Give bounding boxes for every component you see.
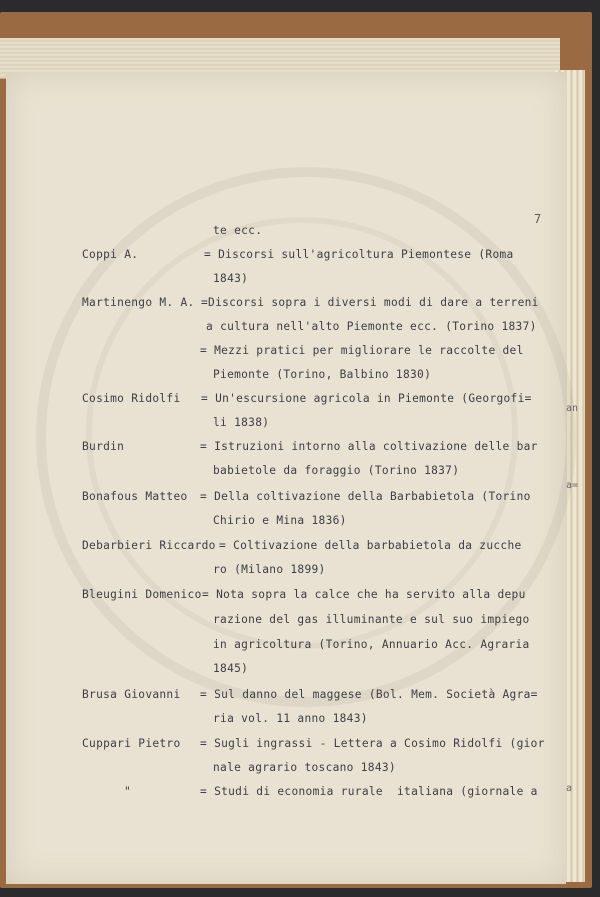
entry-line: Chirio e Mina 1836) bbox=[213, 514, 347, 527]
entry-line: Piemonte (Torino, Balbino 1830) bbox=[213, 368, 432, 381]
entry-author: Bleugini Domenico bbox=[82, 588, 202, 601]
entry-line: babietole da foraggio (Torino 1837) bbox=[213, 464, 460, 477]
margin-mark: an bbox=[566, 403, 579, 414]
margin-mark: a= bbox=[566, 480, 579, 491]
entry-line: 1845) bbox=[213, 662, 249, 675]
entry-author: Brusa Giovanni bbox=[82, 688, 181, 701]
watermark-seal-inner bbox=[86, 217, 518, 649]
entry-line: = Discorsi sull'agricoltura Piemontese (Roma bbox=[204, 248, 514, 261]
page-number: 7 bbox=[534, 212, 542, 226]
entry-author: " bbox=[124, 785, 132, 798]
entry-line: = Nota sopra la calce che ha servito alla depu bbox=[202, 588, 526, 601]
entry-line: = Della coltivazione della Barbabietola (Torino bbox=[200, 490, 531, 503]
entry-line: = Istruzioni intorno alla coltivazione delle bar bbox=[200, 440, 538, 453]
entry-line: ria vol. 11 anno 1843) bbox=[213, 712, 368, 725]
entry-author: Cosimo Ridolfi bbox=[82, 392, 181, 405]
entry-line: te ecc. bbox=[213, 224, 263, 237]
entry-author: Bonafous Matteo bbox=[82, 490, 188, 503]
entry-line: li 1838) bbox=[213, 416, 270, 429]
entry-line: a cultura nell'alto Piemonte ecc. (Torino 1837) bbox=[206, 320, 537, 333]
entry-line: = Sugli ingrassi - Lettera a Cosimo Ridolfi (gior bbox=[200, 737, 545, 750]
entry-line: nale agrario toscano 1843) bbox=[213, 761, 396, 774]
entry-line: = Sul danno del maggese (Bol. Mem. Società Agra= bbox=[200, 688, 538, 701]
entry-line: ro (Milano 1899) bbox=[213, 563, 326, 576]
entry-line: razione del gas illuminante e sul suo impiego bbox=[213, 613, 530, 626]
entry-author: Coppi A. bbox=[82, 248, 139, 261]
entry-line: = Mezzi pratici per migliorare le raccolte del bbox=[200, 344, 524, 357]
entry-line: 1843) bbox=[213, 272, 249, 285]
entry-line: = Studi di economia rurale italiana (giornale a bbox=[200, 785, 538, 798]
entry-line: = Un'escursione agricola in Piemonte (Georgofi= bbox=[201, 392, 532, 405]
entry-line: in agricoltura (Torino, Annuario Acc. Agraria bbox=[213, 638, 530, 651]
entry-author: Burdin bbox=[82, 440, 125, 453]
entry-author: Martinengo M. A. bbox=[82, 296, 195, 309]
document-page bbox=[6, 72, 566, 884]
entry-line: = Coltivazione della barbabietola da zucche bbox=[219, 539, 522, 552]
entry-author: Debarbieri Riccardo bbox=[82, 539, 216, 552]
margin-mark: a bbox=[566, 783, 573, 794]
entry-author: Cuppari Pietro bbox=[82, 737, 181, 750]
entry-line: =Discorsi sopra i diversi modi di dare a terreni bbox=[201, 296, 539, 309]
